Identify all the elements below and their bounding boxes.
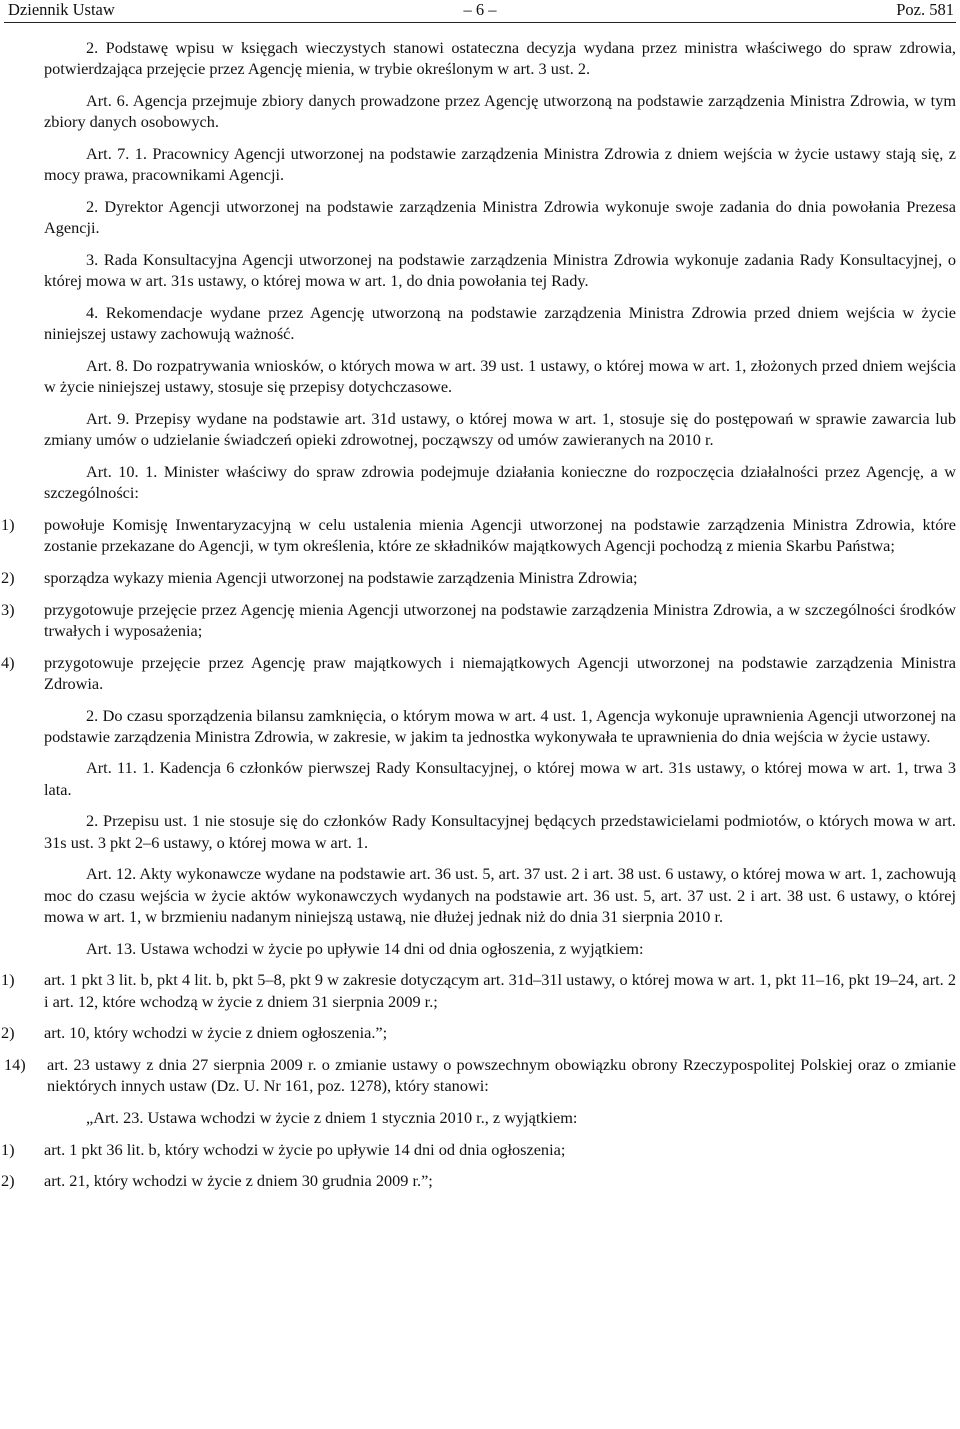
- list-item-number: 4): [1, 652, 15, 672]
- position-number: Poz. 581: [896, 0, 954, 19]
- list-item-text: art. 1 pkt 3 lit. b, pkt 4 lit. b, pkt 5–8, pkt 9 w zakresie dotyczącym art. 31d–31l ustawy, o której mowa w art. 1, pkt 11–16, pkt 19–24, art. 2 i art. 12, które wchodzą w życie z dniem 31 sierpnia 2009 r.;: [44, 970, 956, 1011]
- paragraph: Art. 7. 1. Pracownicy Agencji utworzonej na podstawie zarządzenia Ministra Zdrowia z dniem wejścia w życie ustawy stają się, z mocy prawa, pracownikami Agencji.: [44, 143, 956, 185]
- list-item-text: przygotowuje przejęcie przez Agencję praw majątkowych i niemajątkowych Agencji utworzonej na podstawie zarządzenia Ministra Zdrowia.: [44, 652, 956, 693]
- list-item-number: 1): [1, 514, 15, 534]
- paragraph: „Art. 23. Ustawa wchodzi w życie z dniem 1 stycznia 2010 r., z wyjątkiem:: [86, 1108, 578, 1128]
- paragraph: Art. 6. Agencja przejmuje zbiory danych prowadzone przez Agencję utworzoną na podstawie zarządzenia Ministra Zdrowia, w tym zbiory danych osobowych.: [44, 90, 956, 132]
- list-item-number: 2): [1, 1023, 15, 1043]
- list-item-text: art. 23 ustawy z dnia 27 sierpnia 2009 r. o zmianie ustawy o powszechnym obowiązku obrony Rzeczypospolitej Polskiej oraz o zmianie niektórych innych ustaw (Dz. U. Nr 161, poz. 1278), który stanowi:: [47, 1055, 956, 1096]
- paragraph: Art. 10. 1. Minister właściwy do spraw zdrowia podejmuje działania konieczne do rozpoczęcia działalności przez Agencję, a w szczególności:: [44, 461, 956, 503]
- list-item: [1, 969, 956, 1012]
- list-item: [1, 567, 956, 588]
- paragraph: 2. Podstawę wpisu w księgach wieczystych stanowi ostateczna decyzja wydana przez ministra właściwego do spraw zdrowia, potwierdzająca przejęcie przez Agencję mienia, w trybie określonym w art. 3 ust. 2.: [44, 38, 956, 79]
- list-item-text: sporządza wykazy mienia Agencji utworzonej na podstawie zarządzenia Ministra Zdrowia;: [44, 567, 638, 587]
- paragraph: Art. 8. Do rozpatrywania wniosków, o których mowa w art. 39 ust. 1 ustawy, o której mowa w art. 1, złożonych przed dniem wejścia w życie niniejszej ustawy, stosuje się przepisy dotychczasowe.: [44, 355, 956, 397]
- list-item-number: 1): [1, 1139, 15, 1159]
- list-item: [1, 514, 956, 557]
- list-item-number: 1): [1, 970, 15, 990]
- list-item-text: art. 1 pkt 36 lit. b, który wchodzi w życie po upływie 14 dni od dnia ogłoszenia;: [44, 1139, 566, 1159]
- list-item-text: art. 21, który wchodzi w życie z dniem 30 grudnia 2009 r.”;: [44, 1171, 433, 1191]
- journal-title: Dziennik Ustaw: [8, 0, 115, 19]
- page-header: [4, 0, 956, 23]
- list-item: [1, 1170, 956, 1191]
- paragraph: Art. 11. 1. Kadencja 6 członków pierwszej Rady Konsultacyjnej, o której mowa w art. 31s ustawy, o której mowa w art. 1, trwa 3 lata.: [44, 758, 956, 799]
- list-item-text: powołuje Komisję Inwentaryzacyjną w celu ustalenia mienia Agencji utworzonej na podstawie zarządzenia Ministra Zdrowia, które zostanie przekazane do Agencji, w tym określenia, które ze składników majątkowych Agencji pochodzą z mienia Skarbu Państwa;: [44, 514, 956, 556]
- list-item: [1, 1139, 956, 1160]
- paragraph: Art. 12. Akty wykonawcze wydane na podstawie art. 36 ust. 5, art. 37 ust. 2 i art. 38 ust. 6 ustawy, o której mowa w art. 1, zachowują moc do czasu wejścia w życie aktów wykonawczych wydanych na podstawie art. 36 ust. 5, art. 37 ust. 2 i art. 38 ust. 6 ustawy, o której mowa w art. 1, w brzmieniu nadanym niniejszą ustawą, nie dłużej jednak niż do dnia 31 sierpnia 2010 r.: [44, 864, 956, 927]
- document-body: [1, 23, 956, 1192]
- paragraph: 4. Rekomendacje wydane przez Agencję utworzoną na podstawie zarządzenia Ministra Zdrowia przed dniem wejścia w życie niniejszej ustawy zachowują ważność.: [44, 302, 956, 344]
- list-item: [1, 1022, 956, 1043]
- list-item-text: przygotowuje przejęcie przez Agencję mienia Agencji utworzonej na podstawie zarządzenia Ministra Zdrowia, a w szczególności środków trwałych i wyposażenia;: [44, 599, 956, 640]
- paragraph: 2. Przepisu ust. 1 nie stosuje się do członków Rady Konsultacyjnej będących przedstawicielami podmiotów, o których mowa w art. 31s ust. 3 pkt 2–6 ustawy, o której mowa w art. 1.: [44, 811, 956, 852]
- paragraph: 3. Rada Konsultacyjna Agencji utworzonej na podstawie zarządzenia Ministra Zdrowia wykonuje zadania Rady Konsultacyjnej, o której mowa w art. 31s ustawy, o której mowa w art. 1, do dnia powołania tej Rady.: [44, 249, 956, 291]
- list-item: [1, 652, 956, 695]
- paragraph: Art. 9. Przepisy wydane na podstawie art. 31d ustawy, o której mowa w art. 1, stosuje się do postępowań w sprawie zawarcia lub zmiany umów o udzielanie świadczeń opieki zdrowotnej, począwszy od umów zawieranych na 2010 r.: [44, 408, 956, 450]
- page-number: – 6 –: [463, 0, 497, 19]
- paragraph: 2. Dyrektor Agencji utworzonej na podstawie zarządzenia Ministra Zdrowia wykonuje swoje zadania do dnia powołania Prezesa Agencji.: [44, 196, 956, 238]
- list-item-number: 3): [1, 599, 15, 619]
- paragraph: Art. 13. Ustawa wchodzi w życie po upływie 14 dni od dnia ogłoszenia, z wyjątkiem:: [86, 938, 644, 958]
- list-item-number: 2): [1, 567, 15, 587]
- paragraph: 2. Do czasu sporządzenia bilansu zamknięcia, o którym mowa w art. 4 ust. 1, Agencja wykonuje uprawnienia Agencji utworzonej na podstawie zarządzenia Ministra Zdrowia, w zakresie, w jakim ta jednostka wykonywała te uprawnienia do dnia wejścia w życie ustawy.: [44, 705, 956, 746]
- list-item-number: 14): [4, 1055, 26, 1075]
- list-item: [1, 599, 956, 642]
- list-item-text: art. 10, który wchodzi w życie z dniem ogłoszenia.”;: [44, 1023, 388, 1043]
- list-item-number: 2): [1, 1171, 15, 1191]
- list-item: [4, 1054, 956, 1097]
